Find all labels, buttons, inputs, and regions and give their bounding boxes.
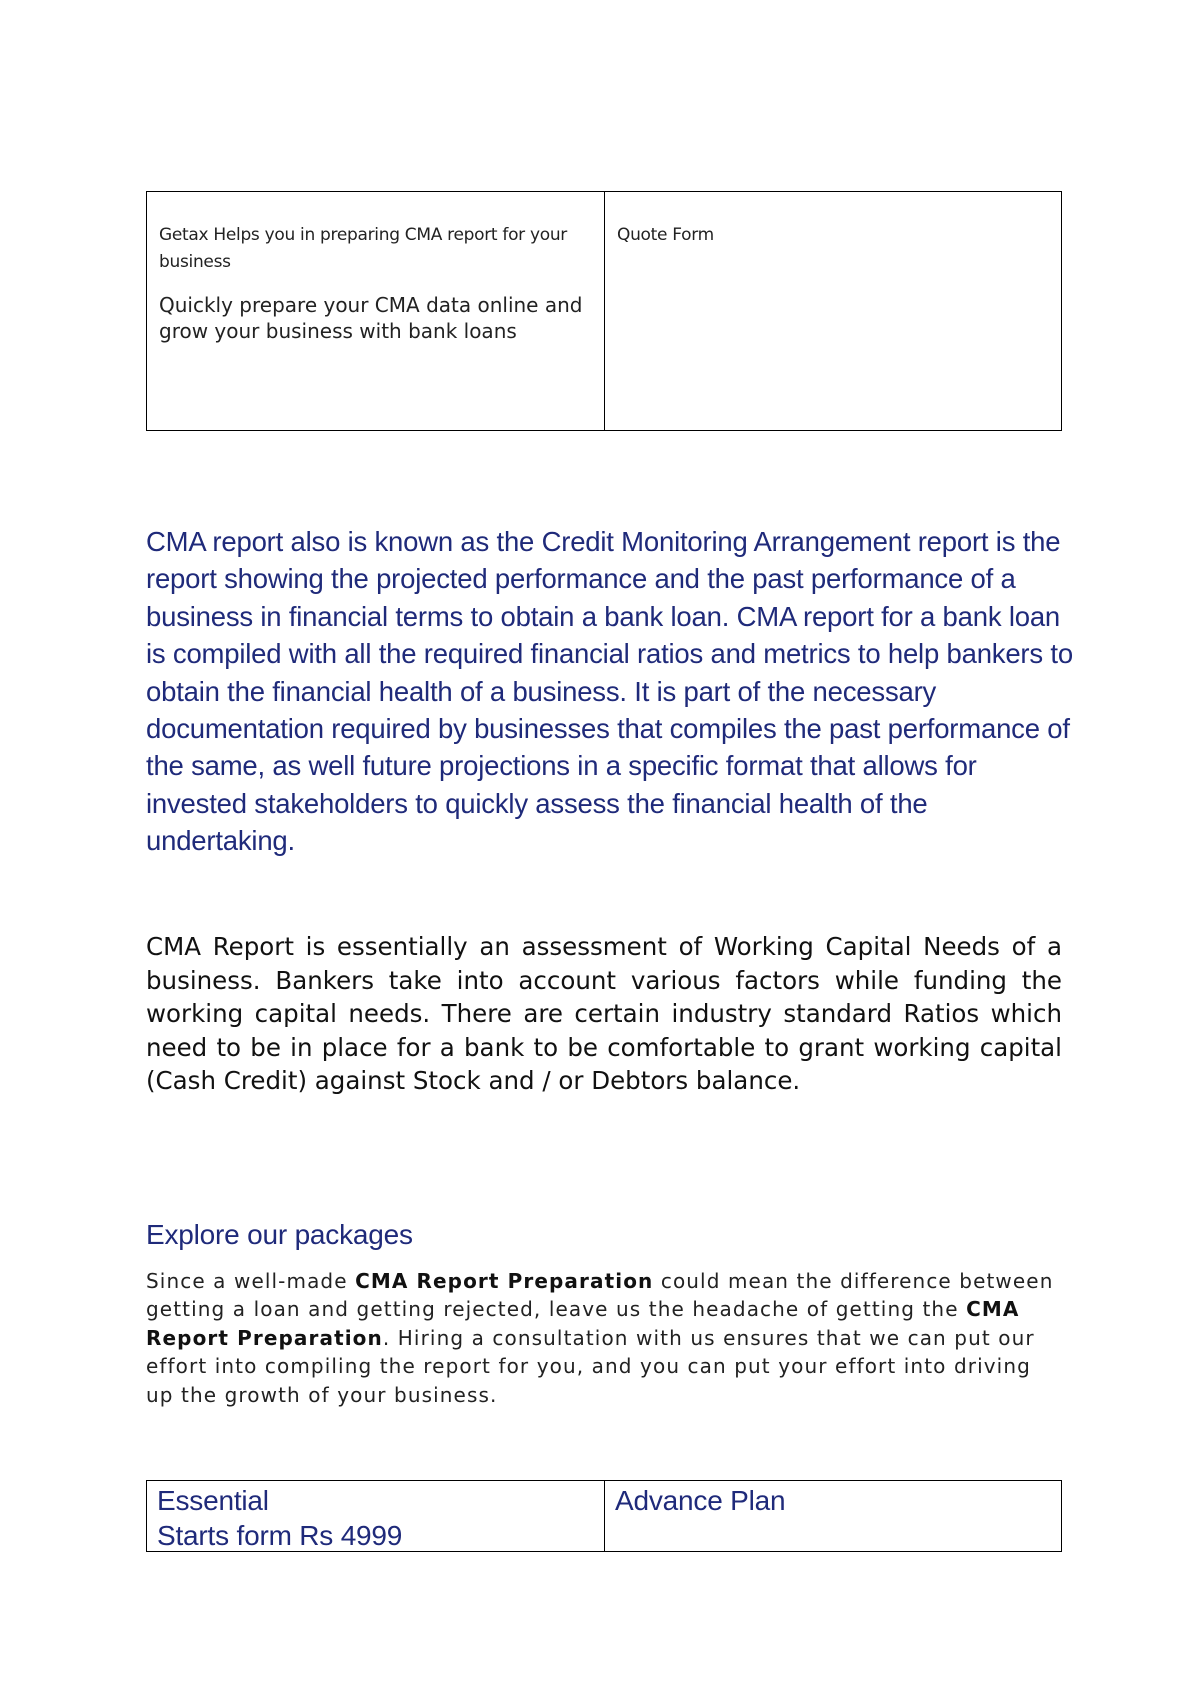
plan-advance — [605, 1481, 1061, 1551]
quote-form-heading: Quote Form — [617, 225, 714, 245]
explore-bold-part-1: CMA Report Preparation — [355, 1269, 654, 1293]
service-heading: Getax Helps you in preparing CMA report for your business — [159, 225, 567, 272]
plan-advance-name: Advance Plan — [615, 1485, 786, 1516]
service-subheading: Quickly prepare your CMA data online and grow your business with bank loans — [159, 293, 583, 343]
explore-text-part-1: Since a well-made — [146, 1269, 356, 1293]
plan-essential-price: Starts form Rs 4999 — [157, 1520, 403, 1551]
plan-essential — [147, 1481, 605, 1551]
explore-bold-part-2: CMA Report Preparation — [146, 1297, 1020, 1350]
explore-packages-title: Explore our packages — [146, 1219, 413, 1250]
plans-table — [146, 1480, 1062, 1552]
assessment-paragraph: CMA Report is essentially an assessment of Working Capital Needs of a business. Bankers take into account various factors while funding the working capital needs. There are certain industry standard Ratios which need to be in place for a bank to be comfortable to grant working capital (Cash Credit) against Stock and / or Debtors balance. — [146, 932, 1062, 1096]
header-table-right-cell — [605, 192, 1061, 430]
explore-text-part-3: . Hiring a consultation with us ensures that we can put our effort into compiling the report for you, and you can put your effort into driving up the growth of your business. — [146, 1325, 1035, 1407]
header-table — [146, 191, 1062, 431]
plan-essential-name: Essential — [157, 1485, 269, 1516]
header-table-left-cell — [147, 192, 605, 430]
explore-text-part-2: could mean the difference between getting a loan and getting rejected, leave us the headache of getting the — [146, 1269, 1054, 1322]
intro-paragraph: CMA report also is known as the Credit Monitoring Arrangement report is the report showing the projected performance and the past performance of a business in financial terms to obtain a bank loan. CMA report for a bank loan is compiled with all the required financial ratios and metrics to help bankers to obtain the financial health of a business. It is part of the necessary documentation required by businesses that compiles the past performance of the same, as well future projections in a specific format that allows for invested stakeholders to quickly assess the financial health of the undertaking. — [146, 526, 1073, 857]
explore-packages-text — [146, 1267, 1062, 1409]
